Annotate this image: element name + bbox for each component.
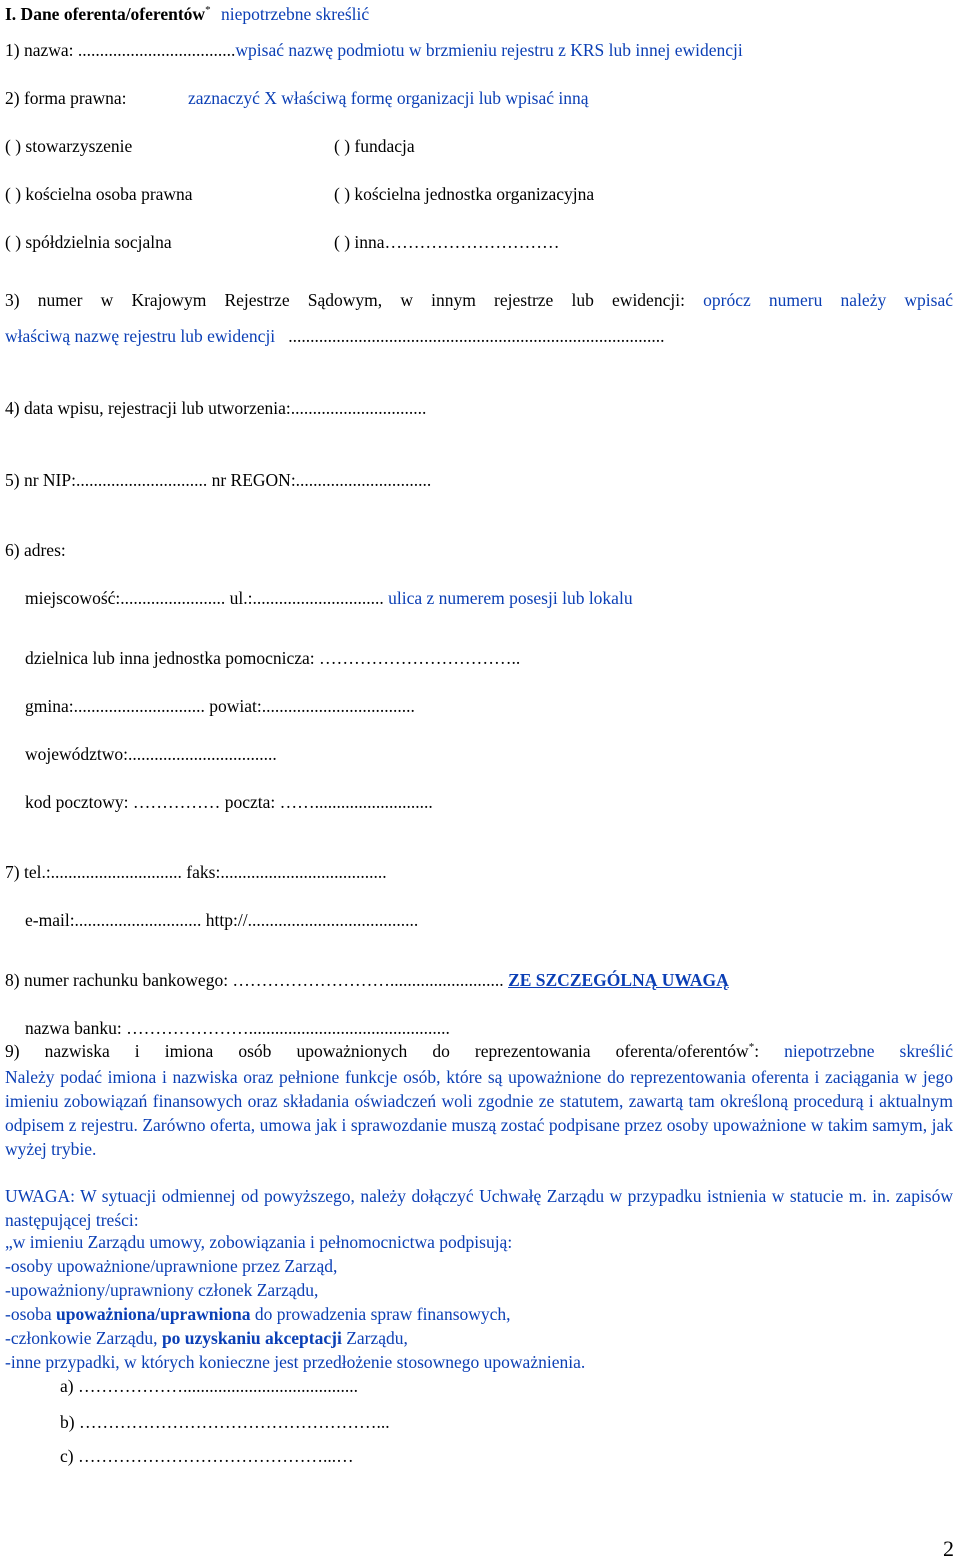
item-legal-form [5, 88, 126, 109]
statute-item-3-post: do prowadzenia spraw finansowych, [250, 1304, 511, 1324]
statute-item-1: -osoby upoważnione/uprawnione przez Zarząd, [5, 1256, 338, 1276]
statute-item-4-pre: -członkowie Zarządu, [5, 1328, 162, 1348]
statute-item-3-bold: upoważniona/uprawniona [56, 1304, 251, 1324]
option-association[interactable]: ( ) stowarzyszenie [5, 136, 133, 156]
statute-quote: „w imieniu Zarządu umowy, zobowiązania i pełnomocnictwa podpisują: [5, 1232, 513, 1252]
section-title: I. Dane oferenta/oferentów [5, 4, 206, 24]
register-line-2 [5, 326, 665, 347]
option-social-cooperative[interactable]: ( ) spółdzielnia socjalna [5, 232, 172, 252]
item-representatives [5, 1041, 953, 1062]
option-church-unit[interactable]: ( ) kościelna jednostka organizacyjna [334, 184, 595, 204]
address-district: dzielnica lub inna jednostka pomocnicza: …………………………….. [25, 648, 521, 668]
representatives-mark: * [748, 1041, 755, 1054]
item-name-hint: wpisać nazwę podmiotu w brzmieniu rejestru z KRS lub innej ewidencji [235, 40, 743, 60]
address-commune: gmina:.............................. powiat:................................... [25, 696, 415, 716]
item-address: 6) adres: [5, 540, 66, 560]
section-heading [5, 4, 369, 25]
register-label: 3) numer w Krajowym Rejestrze Sądowym, w innym rejestrze lub ewidencji: [5, 290, 685, 310]
option-other[interactable]: ( ) inna………………………… [334, 232, 560, 252]
statute-item-3 [5, 1304, 511, 1325]
option-foundation[interactable]: ( ) fundacja [334, 136, 415, 156]
register-hint-2: właściwą nazwę rejestru lub ewidencji [5, 326, 276, 346]
item-phone-fax: 7) tel.:.............................. faks:...................................... [5, 862, 387, 882]
register-line-1 [5, 290, 953, 311]
statute-item-4 [5, 1328, 408, 1349]
item-name-label: 1) nazwa: [5, 40, 78, 60]
representatives-instructions: Należy podać imiona i nazwiska oraz pełnione funkcje osób, które są upoważnione do reprezentowania oferenta i zaciągania w jego imieniu zobowiązań finansowych oraz składania oświadczeń woli zgodnie ze statutem, zawartą tam określoną procedurą i aktualnym odpisem z rejestru. Zarówno oferta, umowa jak i sprawozdanie muszą zostać podpisane przez osoby upoważnione w takim samym, jak wyżej trybie. [5, 1067, 953, 1159]
page-number: 2 [943, 1536, 954, 1561]
register-dots: ...................................................................................... [288, 326, 665, 346]
item-name-dots: .................................... [77, 40, 236, 60]
representatives-line: 9) nazwiska i imiona osób upoważnionych do reprezentowania oferenta/oferentów*: niepotrzebne skreślić [5, 1041, 953, 1061]
address-street-hint: ulica z numerem posesji lub lokalu [388, 588, 633, 608]
legal-form-hint: zaznaczyć X właściwą formę organizacji lub wpisać inną [188, 88, 589, 108]
warning-paragraph: UWAGA: W sytuacji odmiennej od powyższego, należy dołączyć Uchwałę Zarządu w przypadku istnienia w statucie m. in. zapisów następującej treści: [5, 1186, 953, 1230]
address-postal: kod pocztowy: …………… poczta: ……........................... [25, 792, 433, 812]
statute-item-3-pre: -osoba [5, 1304, 57, 1324]
statute-item-4-bold: po uzyskaniu akceptacji [161, 1328, 342, 1348]
statute-item-5: -inne przypadki, w których konieczne jest przedłożenie stosownego upoważnienia. [5, 1352, 586, 1372]
register-hint-1: oprócz numeru należy wpisać [703, 290, 953, 310]
address-voivodeship: województwo:.................................. [25, 744, 277, 764]
address-locality-text: miejscowość:........................ ul.:.............................. [25, 588, 384, 608]
attention-note: ZE SZCZEGÓLNĄ UWAGĄ [508, 970, 729, 990]
item-registration-date: 4) data wpisu, rejestracji lub utworzenia:............................... [5, 398, 427, 418]
legal-form-label: 2) forma prawna: [5, 88, 127, 108]
representatives-label: 9) nazwiska i imiona osób upoważnionych do reprezentowania oferenta/oferentów [5, 1041, 749, 1061]
statute-item-4-post: Zarządu, [341, 1328, 408, 1348]
signatory-c: c) ……………………………………...… [60, 1446, 354, 1466]
item-nip-regon: 5) nr NIP:.............................. nr REGON:............................... [5, 470, 432, 490]
item-bank-account [5, 970, 729, 991]
bank-name: nazwa banku: ………………….............................................. [25, 1018, 450, 1038]
footnote-mark: * [205, 4, 211, 17]
contact-email-www: e-mail:............................. http://....................................... [25, 910, 419, 930]
address-locality [25, 588, 633, 609]
statute-item-2: -upoważniony/uprawniony członek Zarządu, [5, 1280, 319, 1300]
option-church-legal-person[interactable]: ( ) kościelna osoba prawna [5, 184, 193, 204]
signatory-b: b) ……………………………………………... [60, 1412, 390, 1432]
representatives-note: niepotrzebne skreślić [784, 1041, 953, 1061]
item-register [5, 290, 953, 311]
signatory-a: a) ………………........................................ [60, 1376, 358, 1396]
section-note: niepotrzebne skreślić [220, 4, 370, 24]
bank-account-label: 8) numer rachunku bankowego: ……………………….......................... [5, 970, 504, 990]
item-name [5, 40, 743, 61]
